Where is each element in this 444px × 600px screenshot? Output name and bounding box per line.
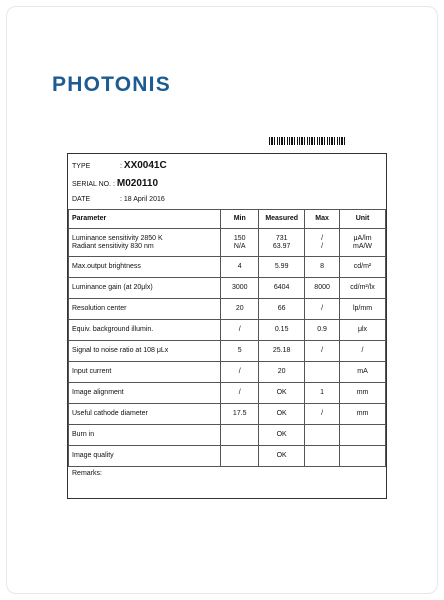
table-row bbox=[69, 446, 386, 467]
cell-text: 20 bbox=[235, 305, 244, 312]
cell-text: mm bbox=[356, 389, 369, 396]
cell-param bbox=[69, 257, 221, 278]
remarks-label: Remarks: bbox=[72, 470, 102, 477]
cell-unit bbox=[340, 341, 386, 362]
date-line bbox=[72, 196, 165, 203]
col-header: Unit bbox=[340, 210, 386, 229]
cell-param bbox=[69, 229, 221, 257]
cell-text: Input current bbox=[72, 368, 112, 375]
cell-text: 0.9 bbox=[317, 326, 327, 333]
cell-param bbox=[69, 446, 221, 467]
cell-max bbox=[305, 257, 340, 278]
cell-text: Max.output brightness bbox=[72, 263, 141, 270]
cell-min bbox=[221, 257, 259, 278]
cell-text: 8 bbox=[320, 263, 325, 270]
cell-measured bbox=[259, 299, 305, 320]
cell-max bbox=[305, 299, 340, 320]
cell-measured bbox=[259, 257, 305, 278]
col-header: Measured bbox=[259, 210, 305, 229]
cell-max bbox=[305, 278, 340, 299]
col-header: Parameter bbox=[69, 210, 221, 229]
cell-text: 8000 bbox=[314, 284, 330, 291]
table-row bbox=[69, 425, 386, 446]
cell-measured bbox=[259, 229, 305, 257]
cell-max bbox=[305, 229, 340, 257]
cell-text: mA/W bbox=[352, 242, 373, 250]
cell-text: cd/m² bbox=[353, 263, 372, 270]
cell-text: OK bbox=[276, 431, 287, 438]
table-row bbox=[69, 404, 386, 425]
cell-max bbox=[305, 320, 340, 341]
cell-measured bbox=[259, 446, 305, 467]
cell-min bbox=[221, 229, 259, 257]
cell-text: μA/lm bbox=[353, 234, 372, 242]
cell-measured bbox=[259, 320, 305, 341]
type-label: TYPE bbox=[72, 163, 91, 170]
cell-text: 20 bbox=[277, 368, 286, 375]
cell-text: mm bbox=[356, 410, 369, 417]
cell-text: lp/mm bbox=[352, 305, 373, 312]
cell-unit bbox=[340, 278, 386, 299]
cell-measured bbox=[259, 425, 305, 446]
cell-text: Signal to noise ratio at 108 μLx bbox=[72, 347, 169, 354]
test-report-sheet bbox=[67, 153, 387, 499]
cell-text: / bbox=[321, 305, 324, 312]
col-header: Max bbox=[305, 210, 340, 229]
cell-max bbox=[305, 362, 340, 383]
cell-text: Image alignment bbox=[72, 389, 124, 396]
cell-text: Useful cathode diameter bbox=[72, 410, 148, 417]
cell-text: 66 bbox=[277, 305, 286, 312]
cell-text: 1 bbox=[320, 389, 325, 396]
cell-text: Equiv. background illumin. bbox=[72, 326, 154, 333]
cell-param bbox=[69, 299, 221, 320]
cell-unit bbox=[340, 229, 386, 257]
table-row bbox=[69, 320, 386, 341]
cell-text: / bbox=[238, 326, 241, 333]
cell-max bbox=[305, 425, 340, 446]
table-row bbox=[69, 299, 386, 320]
cell-unit bbox=[340, 425, 386, 446]
cell-text: 4 bbox=[237, 263, 242, 270]
cell-text: Luminance sensitivity 2850 K bbox=[72, 234, 163, 242]
cell-text: / bbox=[321, 347, 324, 354]
cell-param bbox=[69, 425, 221, 446]
cell-max bbox=[305, 404, 340, 425]
cell-min bbox=[221, 320, 259, 341]
cell-text: 17.5 bbox=[232, 410, 247, 417]
cell-text: 0.15 bbox=[274, 326, 289, 333]
cell-max bbox=[305, 341, 340, 362]
cell-param bbox=[69, 362, 221, 383]
cell-measured bbox=[259, 383, 305, 404]
cell-max bbox=[305, 383, 340, 404]
cell-unit bbox=[340, 257, 386, 278]
cell-param bbox=[69, 320, 221, 341]
cell-min bbox=[221, 299, 259, 320]
cell-text: 5.99 bbox=[274, 263, 289, 270]
cell-measured bbox=[259, 362, 305, 383]
cell-min bbox=[221, 404, 259, 425]
serial-label: SERIAL NO. : bbox=[72, 181, 115, 188]
cell-text: / bbox=[361, 347, 364, 354]
cell-text: 5 bbox=[237, 347, 242, 354]
cell-measured bbox=[259, 341, 305, 362]
photonis-logo: PHOTONIS bbox=[52, 73, 171, 96]
cell-text: / bbox=[238, 368, 241, 375]
cell-min bbox=[221, 278, 259, 299]
cell-text: Burn in bbox=[72, 431, 95, 438]
cell-min bbox=[221, 383, 259, 404]
type-sep: : bbox=[120, 163, 122, 170]
col-header: Min bbox=[221, 210, 259, 229]
date-value: : 18 April 2016 bbox=[120, 196, 165, 203]
cell-unit bbox=[340, 404, 386, 425]
serial-value: M020110 bbox=[116, 178, 159, 189]
cell-param bbox=[69, 341, 221, 362]
cell-text: cd/m²/lx bbox=[350, 284, 375, 291]
cell-min bbox=[221, 341, 259, 362]
cell-min bbox=[221, 362, 259, 383]
table-header-row bbox=[69, 210, 386, 229]
cell-text: Radiant sensitivity 830 nm bbox=[72, 242, 154, 250]
cell-min bbox=[221, 446, 259, 467]
cell-text: μlx bbox=[357, 326, 368, 333]
cell-measured bbox=[259, 404, 305, 425]
table-row bbox=[69, 383, 386, 404]
cell-text: N/A bbox=[233, 242, 246, 250]
cell-unit bbox=[340, 320, 386, 341]
cell-min bbox=[221, 425, 259, 446]
cell-text: / bbox=[321, 242, 324, 250]
cell-text: / bbox=[321, 234, 324, 242]
cell-measured bbox=[259, 278, 305, 299]
table-row bbox=[69, 362, 386, 383]
cell-text: 25.18 bbox=[272, 347, 291, 354]
cell-max bbox=[305, 446, 340, 467]
cell-text: 150 bbox=[233, 234, 246, 242]
spec-table bbox=[68, 209, 386, 467]
cell-param bbox=[69, 278, 221, 299]
cell-text: OK bbox=[276, 389, 287, 396]
cell-text: OK bbox=[276, 452, 287, 459]
cell-unit bbox=[340, 446, 386, 467]
cell-text: mA bbox=[357, 368, 368, 375]
cell-param bbox=[69, 404, 221, 425]
cell-unit bbox=[340, 362, 386, 383]
date-label: DATE bbox=[72, 196, 91, 203]
table-row bbox=[69, 278, 386, 299]
cell-unit bbox=[340, 383, 386, 404]
cell-text: / bbox=[238, 389, 241, 396]
cell-text: OK bbox=[276, 410, 287, 417]
cell-text: / bbox=[321, 410, 324, 417]
cell-text: 6404 bbox=[273, 284, 290, 291]
type-value: XX0041C bbox=[123, 160, 167, 171]
cell-text: Image quality bbox=[72, 452, 114, 459]
cell-text: 3000 bbox=[231, 284, 248, 291]
type-line bbox=[72, 160, 167, 171]
table-row bbox=[69, 257, 386, 278]
table-row bbox=[69, 229, 386, 257]
barcode bbox=[269, 137, 347, 145]
cell-text: 731 bbox=[275, 234, 288, 242]
cell-text: 63.97 bbox=[272, 242, 291, 250]
cell-unit bbox=[340, 299, 386, 320]
cell-param bbox=[69, 383, 221, 404]
table-row bbox=[69, 341, 386, 362]
serial-line bbox=[72, 178, 158, 189]
cell-text: Luminance gain (at 20μlx) bbox=[72, 284, 153, 291]
cell-text: Resolution center bbox=[72, 305, 127, 312]
document-page bbox=[6, 6, 438, 594]
